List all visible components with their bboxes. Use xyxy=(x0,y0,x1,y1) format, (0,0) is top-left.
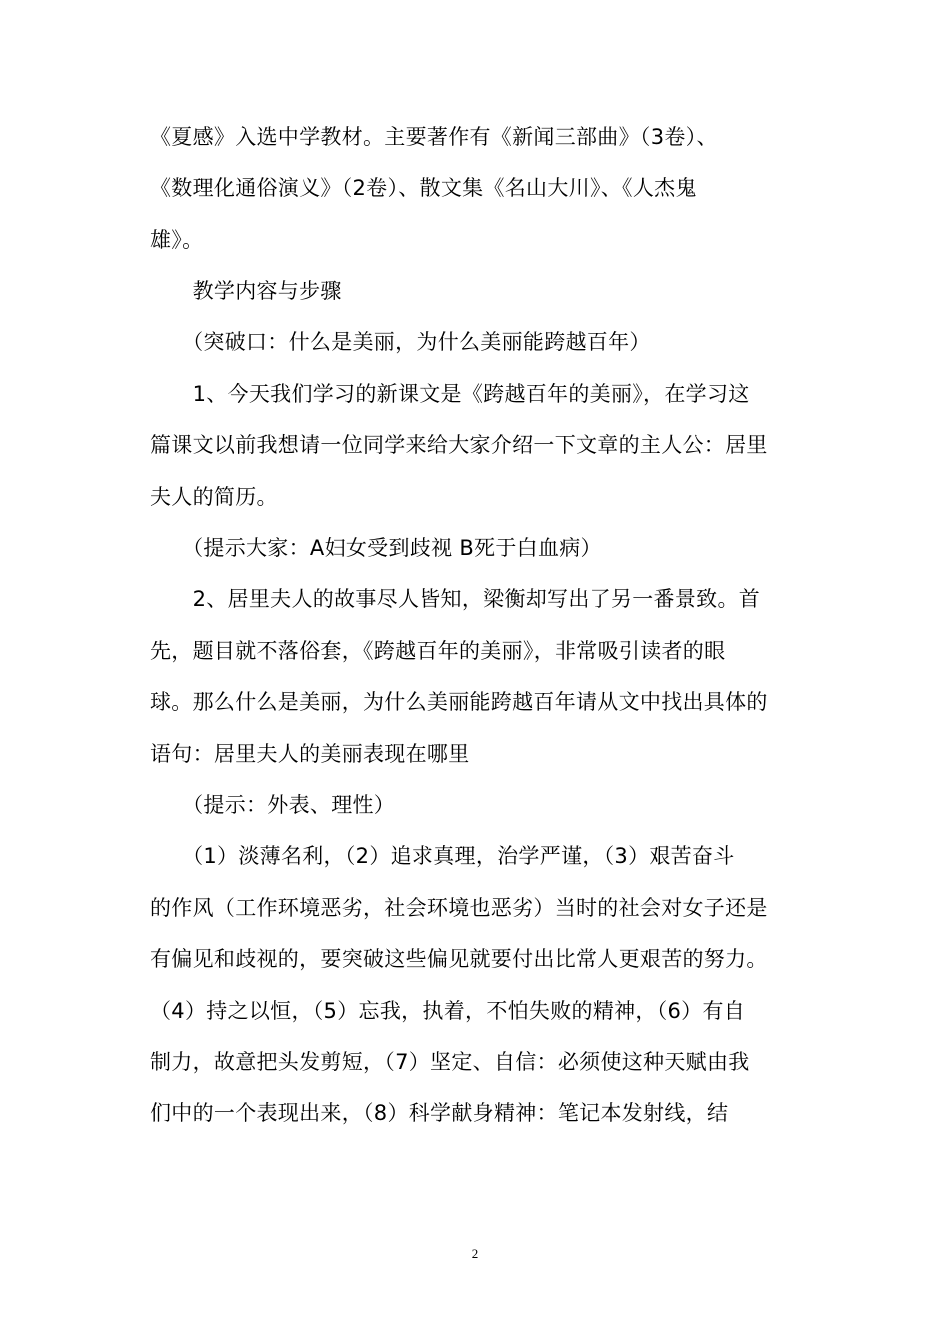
text-line: 2、居里夫人的故事尽人皆知，梁衡却写出了另一番景致。首 xyxy=(150,587,761,611)
text-line: 制力，故意把头发剪短，（7）坚定、自信：必须使这种天赋由我 xyxy=(150,1050,750,1074)
page-number: 2 xyxy=(471,1246,479,1261)
text-line: 球。那么什么是美丽，为什么美丽能跨越百年请从文中找出具体的 xyxy=(150,690,768,714)
text-line: （提示大家：A妇女受到歧视 B死于白血病） xyxy=(150,536,602,560)
text-line: 有偏见和歧视的，要突破这些偏见就要付出比常人更艰苦的努力。 xyxy=(150,947,768,971)
text-line: 《夏感》入选中学教材。主要著作有《新闻三部曲》（3卷）、 xyxy=(150,125,718,149)
text-line: （4）持之以恒，（5）忘我，执着，不怕失败的精神，（6）有自 xyxy=(150,999,746,1023)
text-line: 雄》。 xyxy=(150,228,204,252)
text-line: 《数理化通俗演义》（2卷）、散文集《名山大川》、《人杰鬼 xyxy=(150,176,697,200)
text-line: 语句：居里夫人的美丽表现在哪里 xyxy=(150,742,470,766)
text-line: （提示：外表、理性） xyxy=(150,793,396,817)
text-line: （1）淡薄名利，（2）追求真理，治学严谨，（3）艰苦奋斗 xyxy=(150,844,735,868)
text-line: 1、今天我们学习的新课文是《跨越百年的美丽》，在学习这 xyxy=(150,382,750,406)
section-heading: 教学内容与步骤 xyxy=(150,279,342,303)
text-line: 篇课文以前我想请一位同学来给大家介绍一下文章的主人公：居里 xyxy=(150,433,768,457)
text-line: 的作风（工作环境恶劣，社会环境也恶劣）当时的社会对女子还是 xyxy=(150,896,768,920)
text-line: 夫人的简历。 xyxy=(150,485,278,509)
text-line: （突破口：什么是美丽，为什么美丽能跨越百年） xyxy=(150,330,651,354)
text-line: 先，题目就不落俗套，《跨越百年的美丽》，非常吸引读者的眼 xyxy=(150,639,726,663)
text-line: 们中的一个表现出来，（8）科学献身精神：笔记本发射线，结 xyxy=(150,1101,729,1125)
